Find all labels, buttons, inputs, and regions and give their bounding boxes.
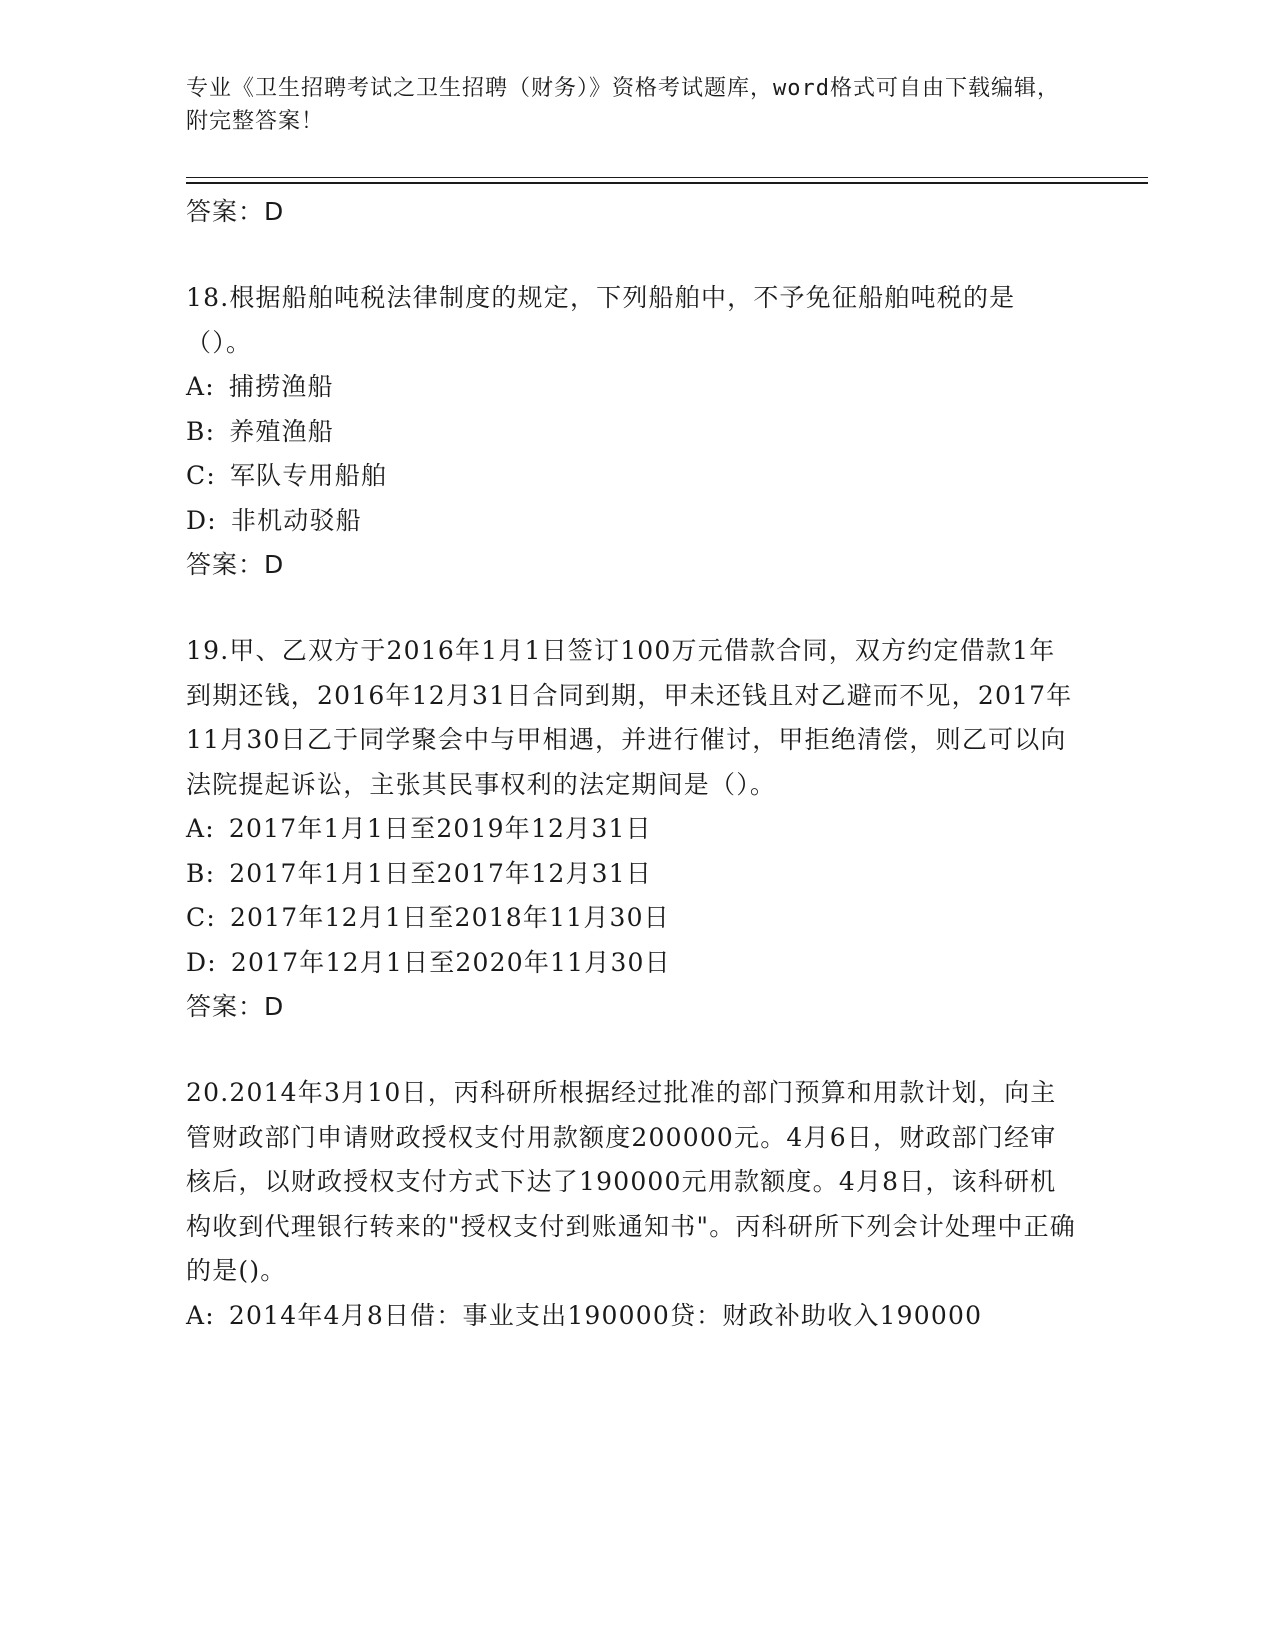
header-rule-thick bbox=[186, 182, 1148, 184]
answer-line: 答案：D bbox=[186, 992, 285, 1021]
option-b bbox=[186, 410, 1076, 455]
option-label: A: bbox=[186, 1300, 215, 1330]
option-a bbox=[186, 365, 1076, 410]
option-label: B: bbox=[186, 858, 216, 888]
option-label: A: bbox=[186, 814, 215, 843]
answer-line: 答案：D bbox=[186, 550, 285, 579]
question-19 bbox=[186, 629, 1076, 1029]
question-stem: 18.根据船舶吨税法律制度的规定，下列船舶中，不予免征船舶吨税的是（）。 bbox=[186, 283, 1016, 357]
question-20 bbox=[186, 1071, 1076, 1338]
option-c bbox=[186, 896, 1076, 941]
question-stem: 19.甲、乙双方于2016年1月1日签订100万元借款合同，双方约定借款1年到期还钱，2016年12月31日合同到期，甲未还钱且对乙避而不见，2017年11月30日乙于同学聚会中与甲相遇，并进行催讨，甲拒绝清偿，则乙可以向法院提起诉讼，主张其民事权利的法定期间是（）。 bbox=[186, 636, 1073, 799]
document-header: 专业《卫生招聘考试之卫生招聘（财务）》资格考试题库，word格式可自由下载编辑，附完整答案！ bbox=[186, 76, 1060, 134]
option-text: 2017年12月1日至2018年11月30日 bbox=[229, 903, 670, 932]
option-a bbox=[186, 807, 1076, 852]
option-d bbox=[186, 499, 1076, 544]
option-d bbox=[186, 941, 1076, 986]
option-c bbox=[186, 454, 1076, 499]
option-text: 2017年1月1日至2017年12月31日 bbox=[229, 858, 653, 888]
option-text: 养殖渔船 bbox=[229, 416, 335, 446]
option-text: 2014年4月8日借：事业支出190000贷：财政补助收入190000 bbox=[228, 1300, 983, 1330]
option-text: 捕捞渔船 bbox=[228, 372, 334, 401]
question-stem: 20.2014年3月10日，丙科研所根据经过批准的部门预算和用款计划，向主管财政部门申请财政授权支付用款额度200000元。4月6日，财政部门经审核后，以财政授权支付方式下达了190000元用款额度。4月8日，该科研机构收到代理银行转来的"授权支付到账通知书"。丙科研所下列会计处理中正确的是()。 bbox=[186, 1078, 1077, 1285]
option-label: B: bbox=[186, 416, 216, 446]
option-label: D: bbox=[186, 505, 217, 535]
option-text: 非机动驳船 bbox=[230, 505, 362, 535]
option-b bbox=[186, 852, 1076, 897]
option-label: C: bbox=[186, 461, 216, 490]
question-18 bbox=[186, 276, 1076, 587]
document-body bbox=[186, 190, 1076, 1338]
answer-line: 答案：D bbox=[186, 197, 285, 226]
option-text: 军队专用船舶 bbox=[229, 461, 388, 490]
option-a bbox=[186, 1294, 1076, 1339]
option-text: 2017年1月1日至2019年12月31日 bbox=[228, 814, 652, 843]
header-rule-thin bbox=[186, 177, 1148, 178]
option-label: D: bbox=[186, 947, 217, 977]
option-text: 2017年12月1日至2020年11月30日 bbox=[230, 947, 671, 977]
option-label: C: bbox=[186, 903, 216, 932]
option-label: A: bbox=[186, 372, 215, 401]
